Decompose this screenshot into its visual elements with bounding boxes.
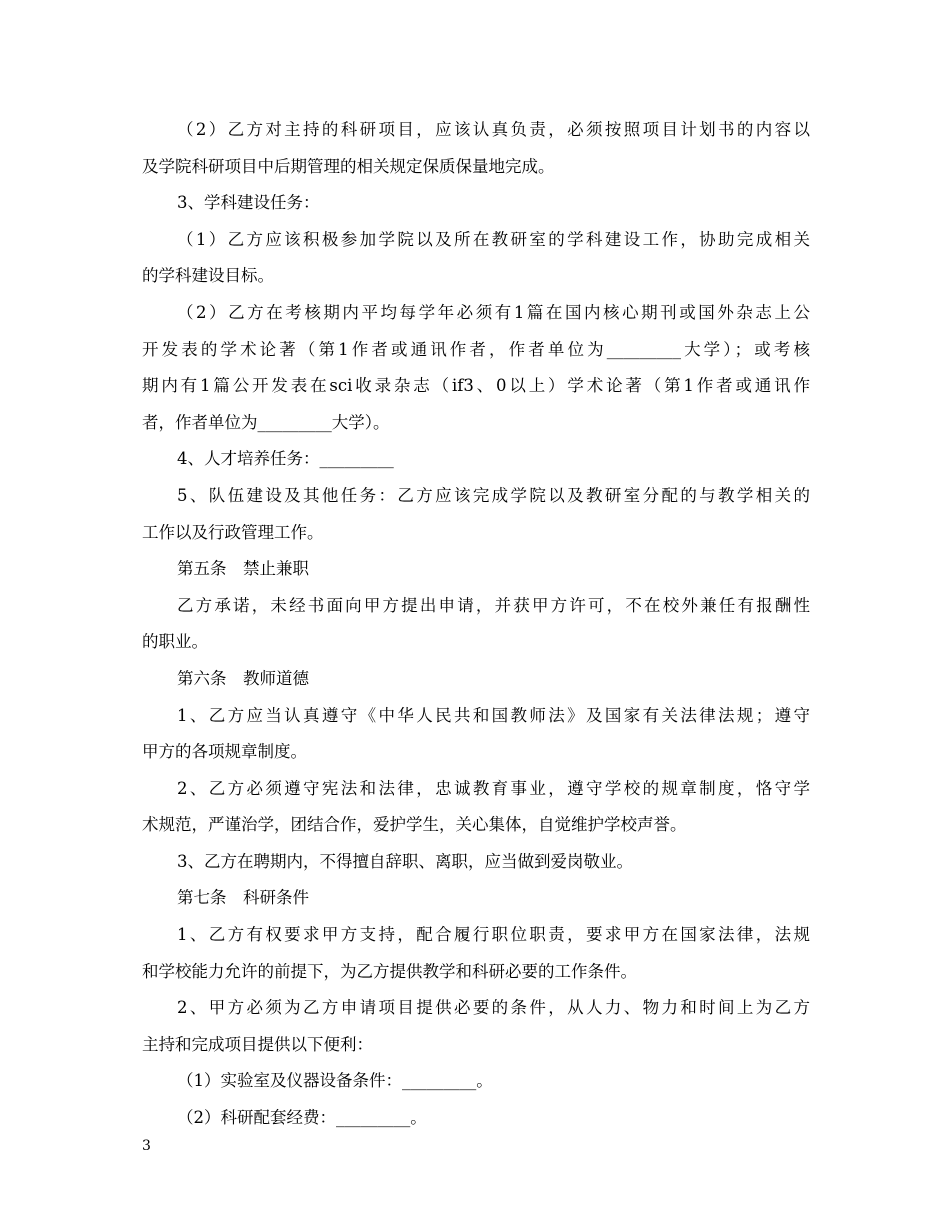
text-line: 1、乙方应当认真遵守《中华人民共和国教师法》及国家有关法律法规；遵守 (177, 705, 810, 725)
text-line: （1）实验室及仪器设备条件：_________。 (177, 1071, 493, 1091)
text-line: 甲方的各项规章制度。 (142, 742, 307, 762)
text-line: 的学科建设目标。 (142, 266, 274, 286)
text-line: 3、乙方在聘期内，不得擅自辞职、离职，应当做到爱岗敬业。 (177, 851, 633, 871)
text-line: 4、人才培养任务：_________ (177, 449, 394, 469)
text-line: 2、甲方必须为乙方申请项目提供必要的条件，从人力、物力和时间上为乙方 (177, 998, 810, 1018)
text-line: 乙方承诺，未经书面向甲方提出申请，并获甲方许可，不在校外兼任有报酬性 (177, 595, 810, 615)
text-line: 第七条 科研条件 (177, 888, 309, 908)
text-line: （2）科研配套经费：_________。 (177, 1108, 427, 1128)
text-line: 1、乙方有权要求甲方支持，配合履行职位职责，要求甲方在国家法律，法规 (177, 925, 810, 945)
text-line: 第六条 教师道德 (177, 668, 309, 688)
text-line: 术规范，严谨治学，团结合作，爱护学生，关心集体，自觉维护学校声誉。 (142, 815, 687, 835)
text-line: 2、乙方必须遵守宪法和法律，忠诚教育事业，遵守学校的规章制度，恪守学 (177, 778, 810, 798)
text-line: 工作以及行政管理工作。 (142, 522, 324, 542)
document-body (142, 112, 810, 1137)
text-line: （2）乙方在考核期内平均每学年必须有1篇在国内核心期刊或国外杂志上公 (177, 302, 810, 322)
text-line: 和学校能力允许的前提下，为乙方提供教学和科研必要的工作条件。 (142, 961, 637, 981)
text-line: 5、队伍建设及其他任务：乙方应该完成学院以及教研室分配的与教学相关的 (177, 485, 810, 505)
text-line: 3、学科建设任务： (177, 193, 320, 213)
text-line: （1）乙方应该积极参加学院以及所在教研室的学科建设工作，协助完成相关 (177, 229, 810, 249)
text-line: （2）乙方对主持的科研项目，应该认真负责，必须按照项目计划书的内容以 (177, 120, 810, 139)
text-line: 及学院科研项目中后期管理的相关规定保质保量地完成。 (142, 156, 555, 176)
text-line: 期内有1篇公开发表在sci收录杂志（if3、0以上）学术论著（第1作者或通讯作 (142, 376, 810, 396)
text-line: 开发表的学术论著（第1作者或通讯作者，作者单位为_________大学）；或考核 (142, 339, 810, 359)
text-line: 第五条 禁止兼职 (177, 559, 309, 579)
text-line: 的职业。 (142, 632, 208, 652)
text-line: 主持和完成项目提供以下便利： (142, 1034, 373, 1054)
page-number: 3 (142, 1138, 151, 1154)
text-line: 者，作者单位为_________大学）。 (142, 412, 390, 432)
